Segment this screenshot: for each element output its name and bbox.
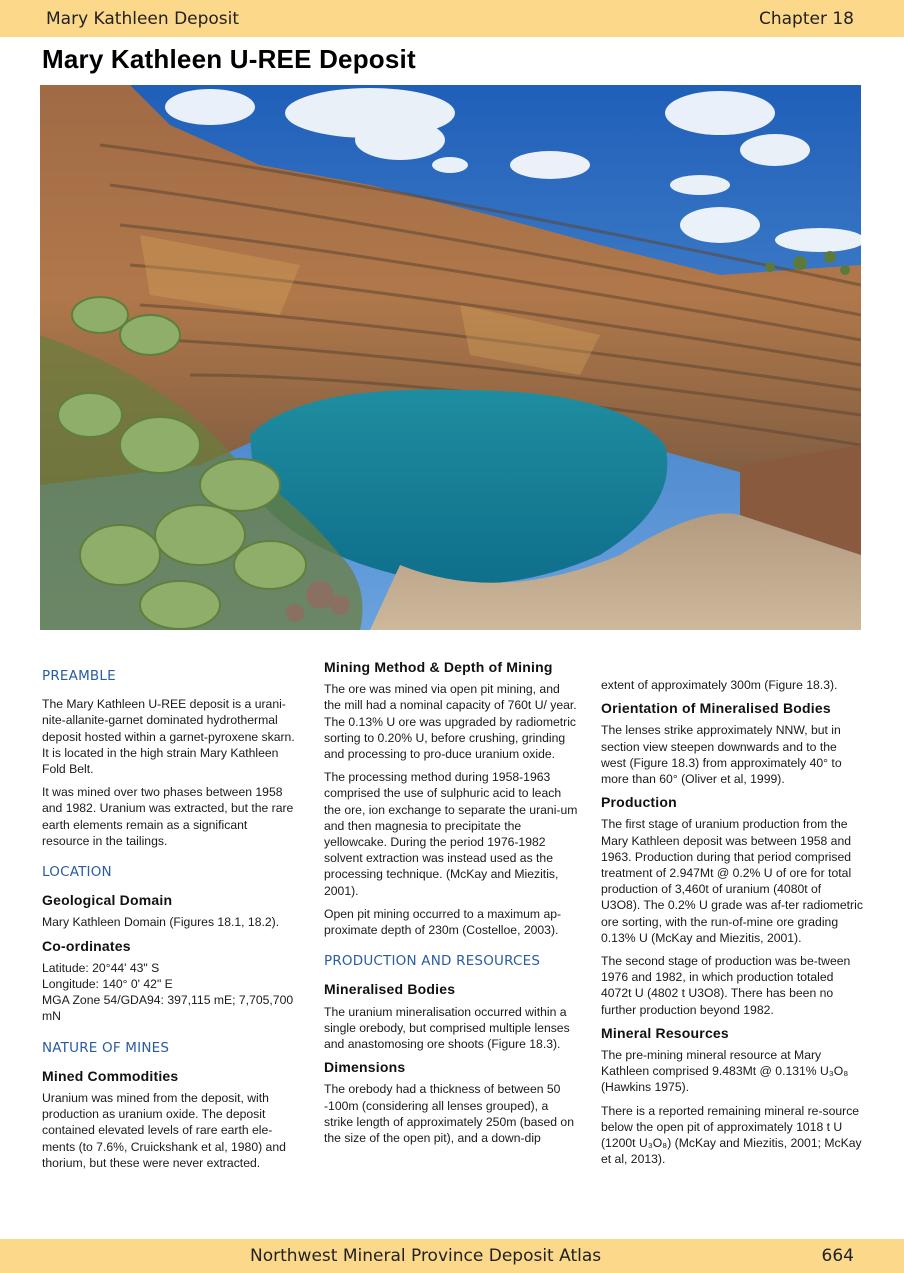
mining-method-paragraph-1: The ore was mined via open pit mining, and the mill had a nominal capacity of 760t U/ year. The 0.13% U ore was upgraded by radiometric sorting to 0.20% U, before crushing, grinding and processing to pro-duce uranium oxide. bbox=[324, 682, 577, 762]
mined-commodities-text: Uranium was mined from the deposit, with production as uranium oxide. The deposit contained elevated levels of rare earth ele-ments (to 7.6%, Cruickshank et al, 1980) and thorium, but these were never extracted. bbox=[42, 1091, 286, 1170]
dimensions-text: The orebody had a thickness of between 50 -100m (considering all lenses grouped), a strike length of approximately 250m (based on the size of the open pit), and a down-dip bbox=[324, 1082, 574, 1146]
preamble-paragraph-1: The Mary Kathleen U-REE deposit is a urani-nite-allanite-garnet dominated hydrothermal deposit hosted within a garnet-pyroxene skarn. It is located in the high strain Mary Kathleen Fold Belt. bbox=[42, 697, 295, 777]
orientation-heading: Orientation of Mineralised Bodies bbox=[601, 700, 831, 717]
mining-method-paragraph-2: The processing method during 1958-1963 comprised the use of sulphuric acid to leach the ore, ion exchange to separate the urani-um and then magnesia to precipitate the yellowcake. During the period 1976-1982 solvent extraction was instead used as the processing technique. (McKay and Miezitis, 2001). bbox=[324, 770, 578, 898]
footer-atlas-title: Northwest Mineral Province Deposit Atlas bbox=[250, 1246, 602, 1266]
mineral-resources-paragraph-1: The pre-mining mineral resource at Mary Kathleen comprised 9.483Mt @ 0.131% U₃O₈ (Hawkins 1975). bbox=[601, 1048, 849, 1095]
orientation-text: The lenses strike approximately NNW, but in section view steepen downwards and to the west (Figure 18.3) from approximately 40° to more than 60° (Oliver et al, 1999). bbox=[601, 723, 842, 787]
longitude-text: Longitude: 140° 0' 42" E bbox=[42, 977, 173, 992]
location-heading: LOCATION bbox=[42, 864, 112, 881]
mining-method-heading: Mining Method & Depth of Mining bbox=[324, 659, 553, 675]
coordinates-heading: Co-ordinates bbox=[42, 937, 131, 954]
mineral-resources-heading: Mineral Resources bbox=[601, 1024, 729, 1041]
mining-method-paragraph-3: Open pit mining occurred to a maximum ap-proximate depth of 230m (Costelloe, 2003). bbox=[324, 906, 562, 938]
mga-text: MGA Zone 54/GDA94: 397,115 mE; 7,705,700 mN bbox=[42, 993, 294, 1024]
mineralised-bodies-heading: Mineralised Bodies bbox=[324, 981, 456, 998]
production-paragraph-1: The first stage of uranium production from the Mary Kathleen deposit was between 1958 and 1963. Production during that period comprised treatment of 2.947Mt @ 0.2% U of ore for total production of 3,460t of uranium (4080t of U3O8). The 0.2% U grade was af-ter radiometric ore sorting, with the run-of-mine ore grading 0.13% U (McKay and Miezitis, 2001). bbox=[601, 817, 863, 945]
production-paragraph-2: The second stage of production was be-tween 1976 and 1982, in which production totaled 4072t U (4802 t U3O8). There has been no further production beyond 1982. bbox=[601, 954, 851, 1017]
mineralised-bodies-text: The uranium mineralisation occurred within a single orebody, but comprised multiple lenses and anastomosing ore shoots (Figure 18.3). bbox=[324, 1004, 570, 1052]
dimensions-heading: Dimensions bbox=[324, 1059, 406, 1076]
column-right bbox=[601, 677, 863, 1174]
preamble-heading: PREAMBLE bbox=[42, 668, 116, 684]
page-title: Mary Kathleen U-REE Deposit bbox=[42, 44, 416, 74]
production-heading: Production bbox=[601, 794, 677, 811]
open-pit-mine-photo bbox=[40, 85, 861, 630]
dimensions-continued-text: extent of approximately 300m (Figure 18.3). bbox=[601, 678, 838, 692]
geological-domain-text: Mary Kathleen Domain (Figures 18.1, 18.2). bbox=[42, 915, 280, 930]
header-chapter: Chapter 18 bbox=[758, 8, 854, 29]
column-middle bbox=[324, 659, 578, 1153]
latitude-text: Latitude: 20°44' 43" S bbox=[42, 960, 160, 975]
nature-of-mines-heading: NATURE OF MINES bbox=[42, 1039, 170, 1056]
column-left bbox=[42, 668, 296, 1178]
preamble-paragraph-2: It was mined over two phases between 1958 and 1982. Uranium was extracted, but the rare earth elements remain as a significant resource in the tailings. bbox=[42, 785, 294, 848]
page-header bbox=[0, 0, 904, 37]
page-number: 664 bbox=[821, 1246, 854, 1266]
geological-domain-heading: Geological Domain bbox=[42, 892, 173, 909]
production-resources-heading: PRODUCTION AND RESOURCES bbox=[324, 953, 541, 970]
page-footer bbox=[0, 1239, 904, 1273]
mined-commodities-heading: Mined Commodities bbox=[42, 1067, 179, 1084]
mineral-resources-paragraph-2: There is a reported remaining mineral re-source below the open pit of approximately 1018 t U (1200t U₃O₈) (McKay and Miezitis, 2001; McKay et al, 2013). bbox=[601, 1103, 862, 1167]
header-deposit-name: Mary Kathleen Deposit bbox=[46, 8, 240, 29]
